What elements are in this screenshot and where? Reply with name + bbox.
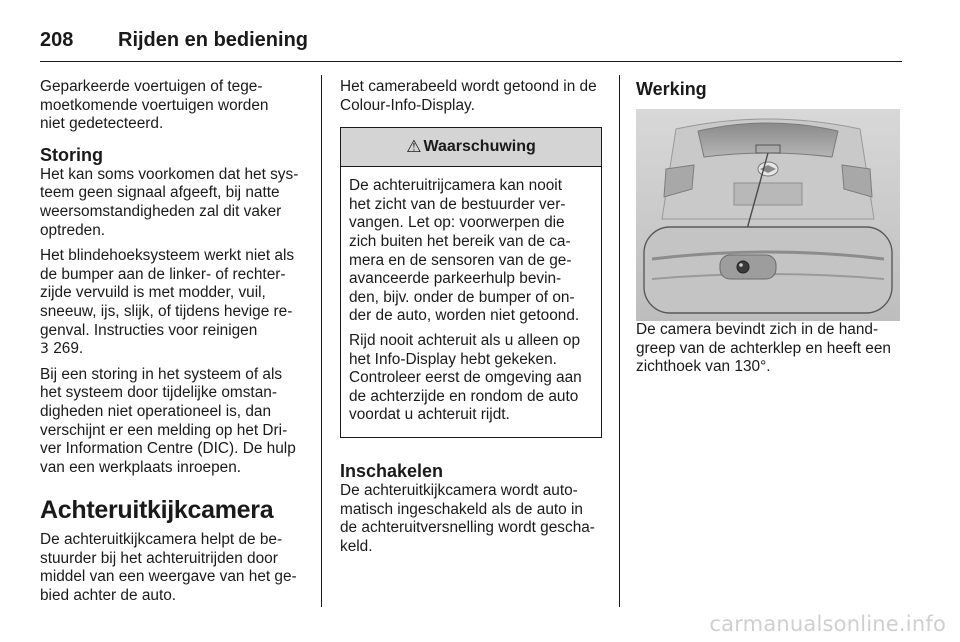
warning-body xyxy=(341,167,601,437)
warning-header xyxy=(341,128,601,167)
section-heading-camera: Achteruitkijkcamera xyxy=(40,496,274,525)
page-reference-link[interactable]: 269. xyxy=(53,340,84,358)
watermark: carmanualsonline.info xyxy=(709,612,946,636)
paragraph: De achteruitkijkcamera helpt de be- stuurder bij het achteruitrijden door middel van een weergave van het ge- bied achter de auto. xyxy=(40,531,297,605)
column-1 xyxy=(40,78,306,613)
paragraph-with-reference xyxy=(40,247,306,359)
warning-title: Waarschuwing xyxy=(423,137,536,155)
column-3 xyxy=(636,78,902,384)
rear-camera-photo xyxy=(636,109,900,321)
column-2 xyxy=(340,78,602,563)
paragraph: De achteruitkijkcamera wordt auto- matisch ingeschakeld als de auto in de achteruitversnelling wordt gescha- keld. xyxy=(340,481,595,555)
column-divider xyxy=(321,75,322,607)
page-number: 208 xyxy=(40,29,74,51)
warning-paragraph: De achteruitrijcamera kan nooit het zicht van de bestuurder ver- vangen. Let op: voorwerpen die zich buiten het bereik van de ca- mera en de sensoren van de ge- avanceerde parkeerhulp bevin- den, bijv. onder de bumper of on- der de auto, worden niet getoond. xyxy=(349,177,580,325)
section-heading-inschakelen: Inschakelen xyxy=(340,460,444,481)
warning-box xyxy=(340,127,602,438)
page-header xyxy=(40,18,902,58)
paragraph: Bij een storing in het systeem of als het systeem door tijdelijke omstan- digheden niet operationeel is, dan verschijnt er een melding op het Dri- ver Information Centre (DIC). De hulp van een werkplaats inroepen. xyxy=(40,365,296,476)
section-heading-storing: Storing xyxy=(40,144,103,165)
header-rule xyxy=(40,61,902,62)
photo-caption: De camera bevindt zich in de hand- greep van de achterklep en heeft een zichthoek van 130°. xyxy=(636,321,891,376)
paragraph: Het camerabeeld wordt getoond in de Colour-Info-Display. xyxy=(340,78,597,114)
section-heading-werking: Werking xyxy=(636,79,707,99)
column-divider xyxy=(619,75,620,607)
warning-paragraph: Rijd nooit achteruit als u alleen op het Info-Display hebt gekeken. Controleer eerst de omgeving aan de achterzijde en rondom de auto voordat u achteruit rijdt. xyxy=(349,331,582,424)
warning-triangle-icon: ⚠ xyxy=(406,136,422,156)
page-reference-arrow: 3 xyxy=(40,341,49,358)
paragraph-text: Het blindehoeksysteem werkt niet als de bumper aan de linker- of rechter- zijde vervuild is met modder, vuil, sneeuw, ijs, slijk, of tijdens hevige re- genval. Instructies voor reinigen xyxy=(40,247,295,339)
paragraph: Het kan soms voorkomen dat het sys- teem geen signaal afgeeft, bij natte weersomstandigheden zal dit vaker optreden. xyxy=(40,165,299,239)
paragraph: Geparkeerde voertuigen of tege- moetkomende voertuigen worden niet gedetecteerd. xyxy=(40,78,269,133)
page-title: Rijden en bediening xyxy=(118,29,309,51)
